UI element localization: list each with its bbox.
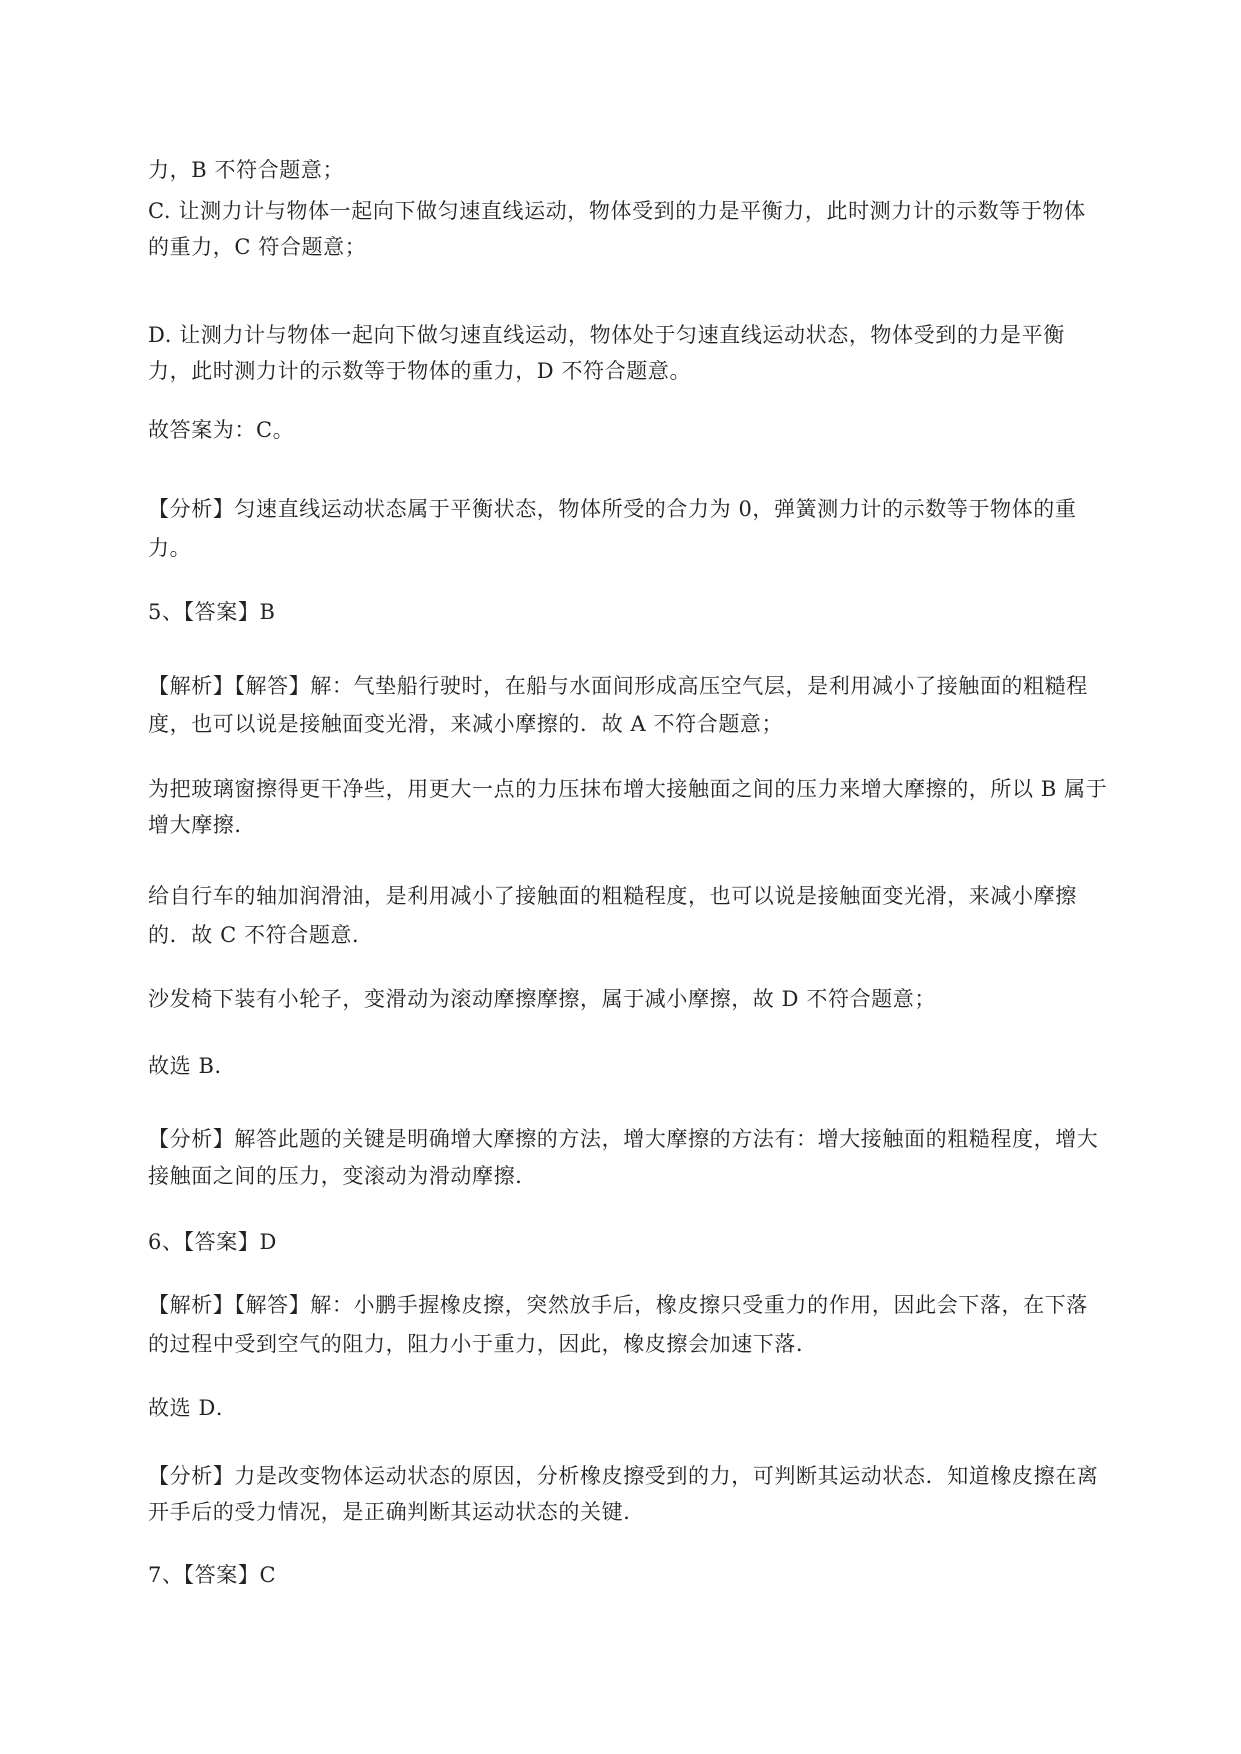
section-heading: 7、【答案】C xyxy=(148,1563,277,1587)
text-line: 故选 B． xyxy=(148,1054,237,1078)
text-line: 【分析】匀速直线运动状态属于平衡状态，物体所受的合力为 0，弹簧测力计的示数等于物体的重 xyxy=(148,497,1077,521)
text-line: 故答案为：C。 xyxy=(148,418,295,442)
text-line: 接触面之间的压力，变滚动为滑动摩擦． xyxy=(148,1164,537,1188)
text-line: 【解析】【解答】解：小鹏手握橡皮擦，突然放手后，橡皮擦只受重力的作用，因此会下落，在下落 xyxy=(148,1293,1088,1317)
text-line: 【分析】力是改变物体运动状态的原因，分析橡皮擦受到的力，可判断其运动状态．知道橡皮擦在离 xyxy=(148,1464,1099,1488)
text-line: 给自行车的轴加润滑油，是利用减小了接触面的粗糙程度，也可以说是接触面变光滑，来减小摩擦 xyxy=(148,884,1077,908)
text-line: 开手后的受力情况，是正确判断其运动状态的关键． xyxy=(148,1500,645,1524)
text-line: 力，B 不符合题意； xyxy=(148,158,345,182)
text-line: 力。 xyxy=(148,536,192,560)
text-line: 力，此时测力计的示数等于物体的重力，D 不符合题意。 xyxy=(148,359,692,383)
text-line: 【解析】【解答】解：气垫船行驶时，在船与水面间形成高压空气层，是利用减小了接触面的粗糙程 xyxy=(148,674,1088,698)
text-line: 沙发椅下装有小轮子，变滑动为滚动摩擦摩擦，属于减小摩擦，故 D 不符合题意； xyxy=(148,987,936,1011)
text-line: 为把玻璃窗擦得更干净些，用更大一点的力压抹布增大接触面之间的压力来增大摩擦的，所以 B 属于 xyxy=(148,777,1108,801)
text-line: 增大摩擦． xyxy=(148,813,256,837)
text-line: 故选 D． xyxy=(148,1396,238,1420)
section-heading: 6、【答案】D xyxy=(148,1230,277,1254)
text-line: 的过程中受到空气的阻力，阻力小于重力，因此，橡皮擦会加速下落． xyxy=(148,1332,818,1356)
text-line: 的重力，C 符合题意； xyxy=(148,235,367,259)
text-line: D. 让测力计与物体一起向下做匀速直线运动，物体处于匀速直线运动状态，物体受到的力是平衡 xyxy=(148,323,1065,347)
text-line: 的．故 C 不符合题意． xyxy=(148,923,374,947)
text-line: 【分析】解答此题的关键是明确增大摩擦的方法，增大摩擦的方法有：增大接触面的粗糙程度，增大 xyxy=(148,1127,1099,1151)
text-line: 度，也可以说是接触面变光滑，来减小摩擦的．故 A 不符合题意； xyxy=(148,712,784,736)
section-heading: 5、【答案】B xyxy=(148,600,276,624)
text-line: C. 让测力计与物体一起向下做匀速直线运动，物体受到的力是平衡力，此时测力计的示数等于物体 xyxy=(148,199,1086,223)
